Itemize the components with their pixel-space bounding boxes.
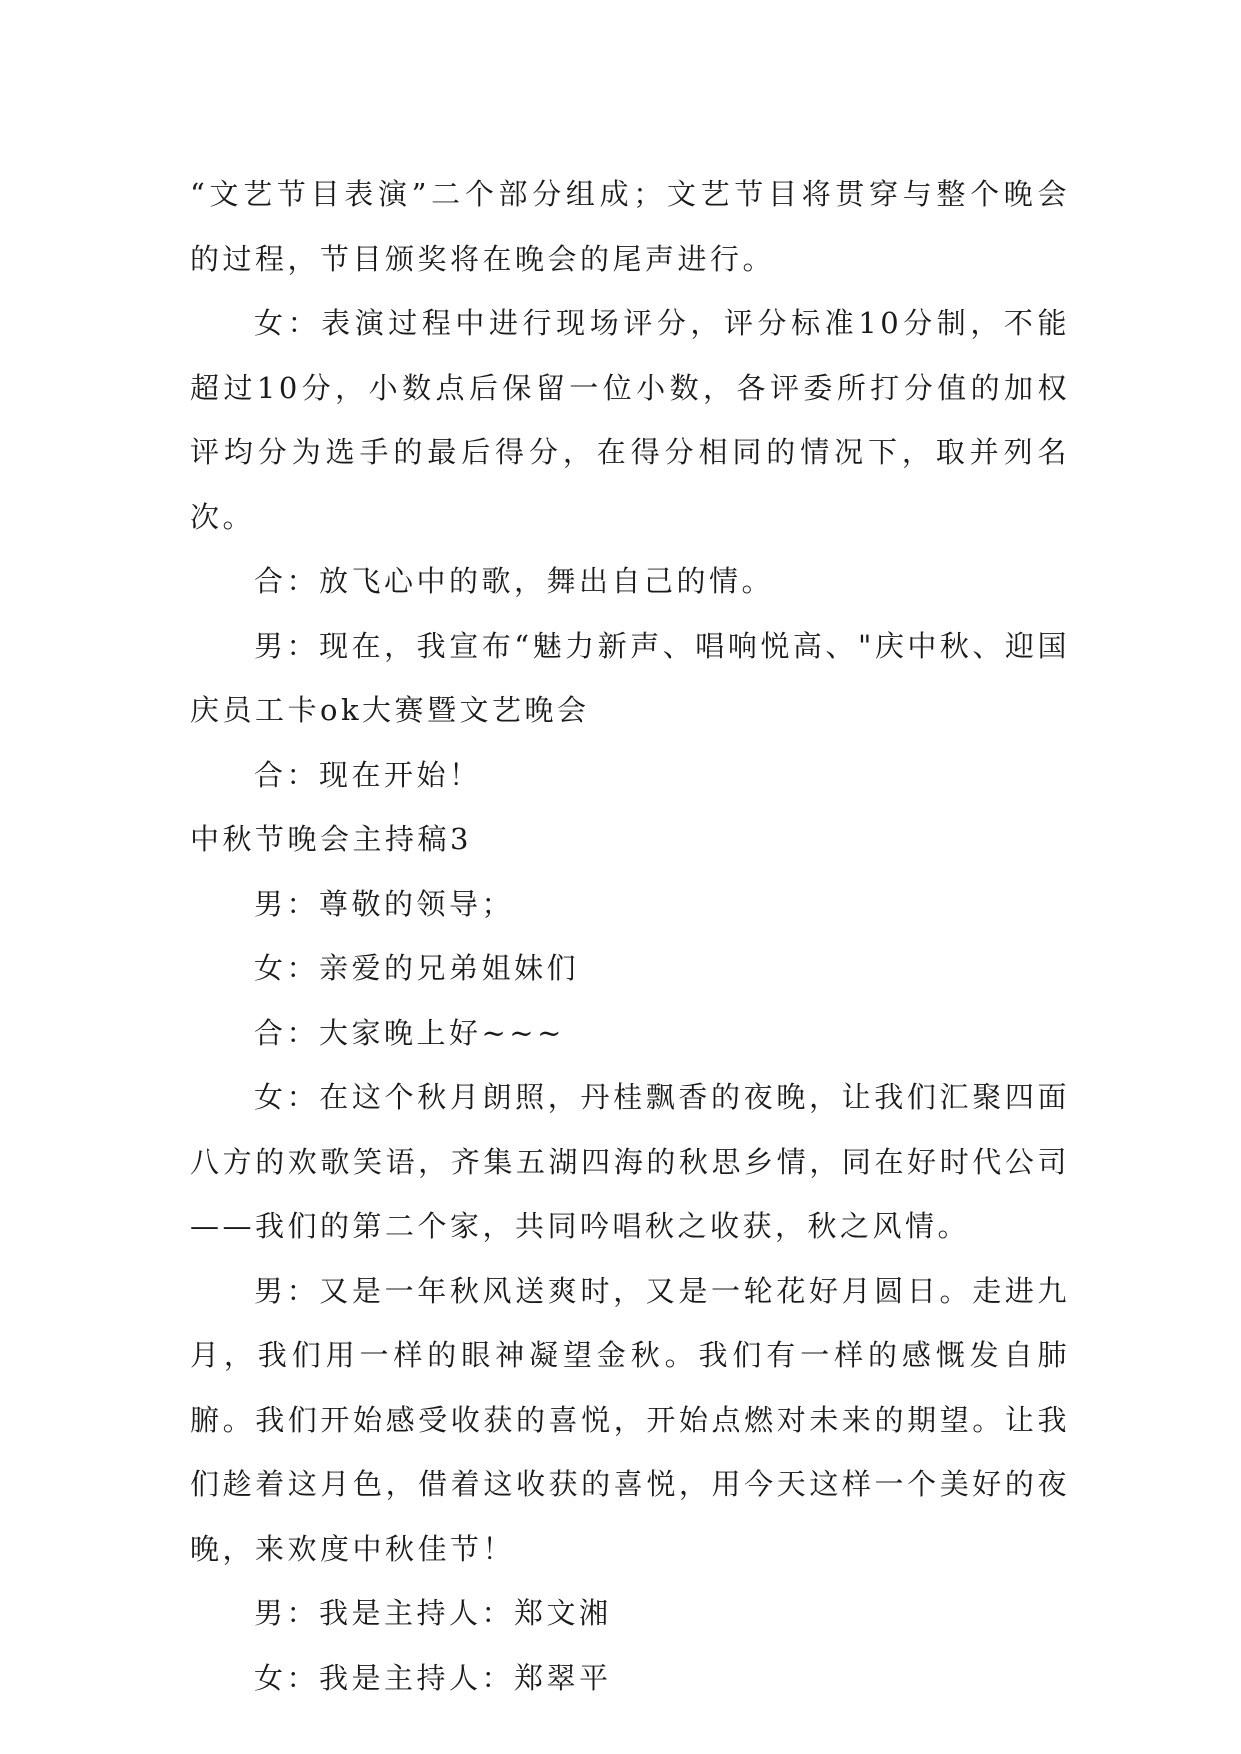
paragraph-together-good-evening: 合：大家晚上好~~~ xyxy=(254,1015,565,1050)
paragraph-male-announcement: 男：现在，我宣布“魅力新声、唱响悦高、"庆中秋、迎国庆员工卡ok大赛暨文艺晚会 xyxy=(190,628,1070,727)
paragraph-female-scoring-rules: 女：表演过程中进行现场评分，评分标准10分制，不能超过10分，小数点后保留一位小数，各评委所打分值的加权评均分为选手的最后得分，在得分相同的情况下，取并列名次。 xyxy=(190,306,1070,534)
paragraph-male-greeting-leaders: 男：尊敬的领导； xyxy=(254,886,515,921)
paragraph-male-autumn-harvest: 男：又是一年秋风送爽时，又是一轮花好月圆日。走进九月，我们用一样的眼神凝望金秋。我们有一样的感慨发自肺腑。我们开始感受收获的喜悦，开始点燃对未来的期望。让我们趁着这月色，借着这收获的喜悦，用今天这样一个美好的夜晚，来欢度中秋佳节！ xyxy=(190,1273,1070,1566)
document-body xyxy=(190,162,1070,1710)
paragraph-male-host-intro: 男：我是主持人：郑文湘 xyxy=(254,1596,612,1630)
paragraph-female-greeting-siblings: 女：亲爱的兄弟姐妹们 xyxy=(254,951,580,985)
paragraph-intro-continued: “文艺节目表演”二个部分组成；文艺节目将贯穿与整个晚会的过程，节目颁奖将在晚会的尾声进行。 xyxy=(190,177,1070,276)
paragraph-together-start: 合：现在开始！ xyxy=(254,757,482,792)
paragraph-female-host-intro: 女：我是主持人：郑翠平 xyxy=(254,1660,612,1695)
paragraph-together-song: 合：放飞心中的歌，舞出自己的情。 xyxy=(254,564,775,598)
paragraph-female-autumn-night: 女：在这个秋月朗照，丹桂飘香的夜晚，让我们汇聚四面八方的欢歌笑语，齐集五湖四海的秋思乡情，同在好时代公司——我们的第二个家，共同吟唱秋之收获，秋之风情。 xyxy=(190,1080,1070,1243)
section-heading: 中秋节晚会主持稿3 xyxy=(190,822,472,856)
